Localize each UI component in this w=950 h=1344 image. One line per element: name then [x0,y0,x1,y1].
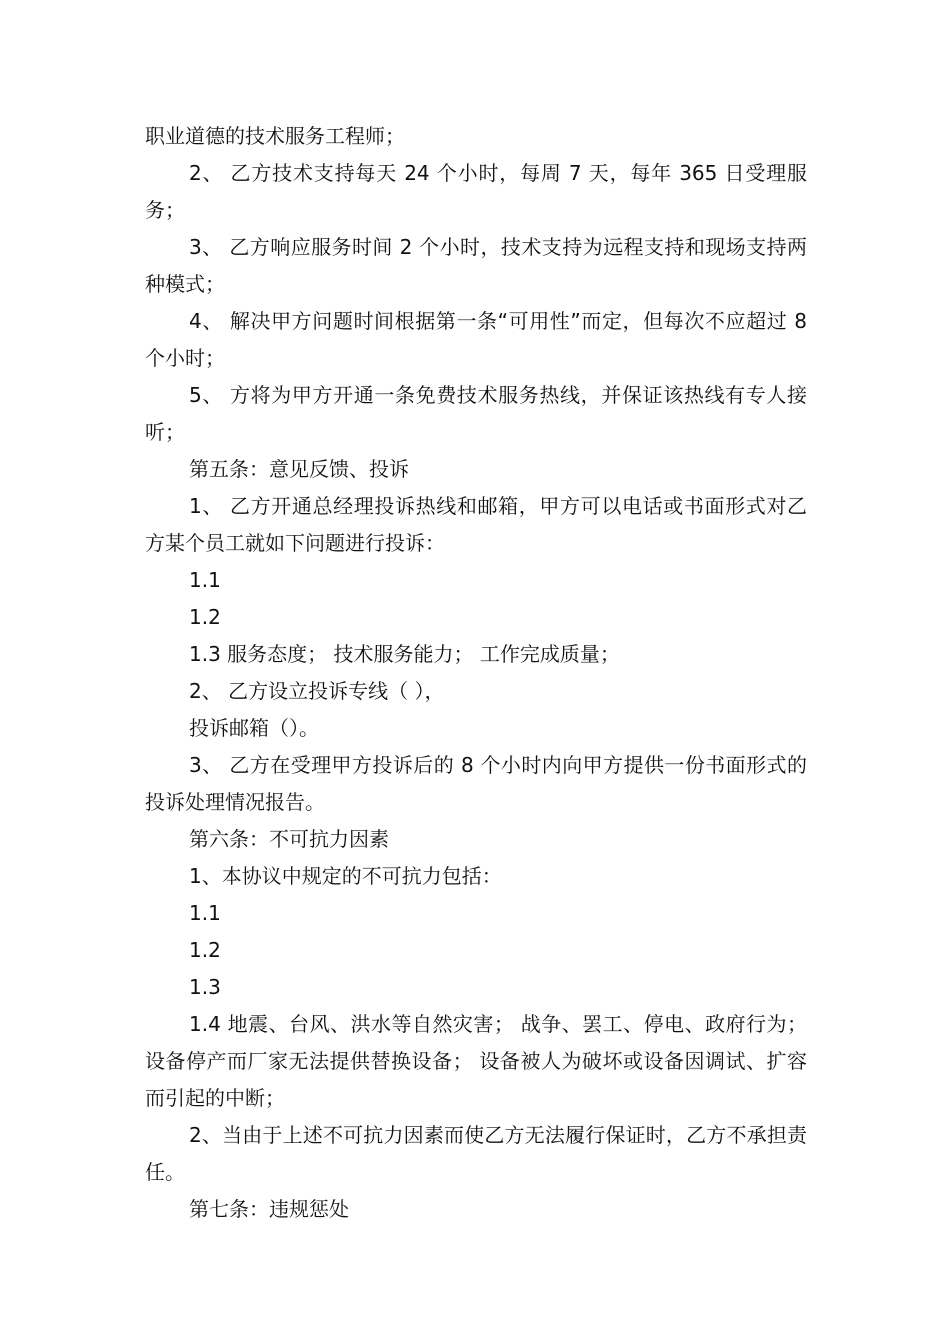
paragraph-complaint-report: 3、 乙方在受理甲方投诉后的 8 个小时内向甲方提供一份书面形式的投诉处理情况报告。 [145,753,807,814]
paragraph-sub-1-3: 1.3 服务态度； 技术服务能力； 工作完成质量； [189,642,620,666]
paragraph-sub-1-2-b: 1.2 [189,938,221,962]
paragraph-force-majeure-intro: 1、本协议中规定的不可抗力包括： [189,864,502,888]
paragraph-item-5-hotline: 5、 方将为甲方开通一条免费技术服务热线，并保证该热线有专人接听； [145,383,807,444]
paragraph-complaint-channels: 1、 乙方开通总经理投诉热线和邮箱，甲方可以电话或书面形式对乙方某个员工就如下问题进行投诉： [145,494,807,555]
paragraph-complaint-email: 投诉邮箱（）。 [189,716,319,740]
paragraph-sub-1-4-force-majeure-list: 1.4 地震、台风、洪水等自然灾害； 战争、罢工、停电、政府行为； 设备停产而厂家无法提供替换设备； 设备被人为破坏或设备因调试、扩容而引起的中断； [145,1012,807,1110]
paragraph-sub-1-1: 1.1 [189,568,221,592]
section-heading-article-5: 第五条：意见反馈、投诉 [189,457,409,481]
paragraph-item-3-response-time: 3、 乙方响应服务时间 2 个小时，技术支持为远程支持和现场支持两种模式； [145,235,807,296]
document-body [145,118,807,1228]
paragraph-complaint-line: 2、 乙方设立投诉专线（ ）， [189,679,445,703]
paragraph-item-4-resolution-time: 4、 解决甲方问题时间根据第一条“可用性”而定，但每次不应超过 8 个小时； [145,309,807,370]
paragraph-continuation: 职业道德的技术服务工程师； [145,124,405,148]
section-heading-article-6: 第六条：不可抗力因素 [189,827,389,851]
paragraph-sub-1-1-b: 1.1 [189,901,221,925]
paragraph-item-2-support-hours: 2、 乙方技术支持每天 24 个小时，每周 7 天，每年 365 日受理服务； [145,161,807,222]
section-heading-article-7: 第七条：违规惩处 [189,1197,349,1221]
paragraph-sub-1-3-b: 1.3 [189,975,221,999]
paragraph-liability-exemption: 2、当由于上述不可抗力因素而使乙方无法履行保证时，乙方不承担责任。 [145,1123,807,1184]
paragraph-sub-1-2: 1.2 [189,605,221,629]
